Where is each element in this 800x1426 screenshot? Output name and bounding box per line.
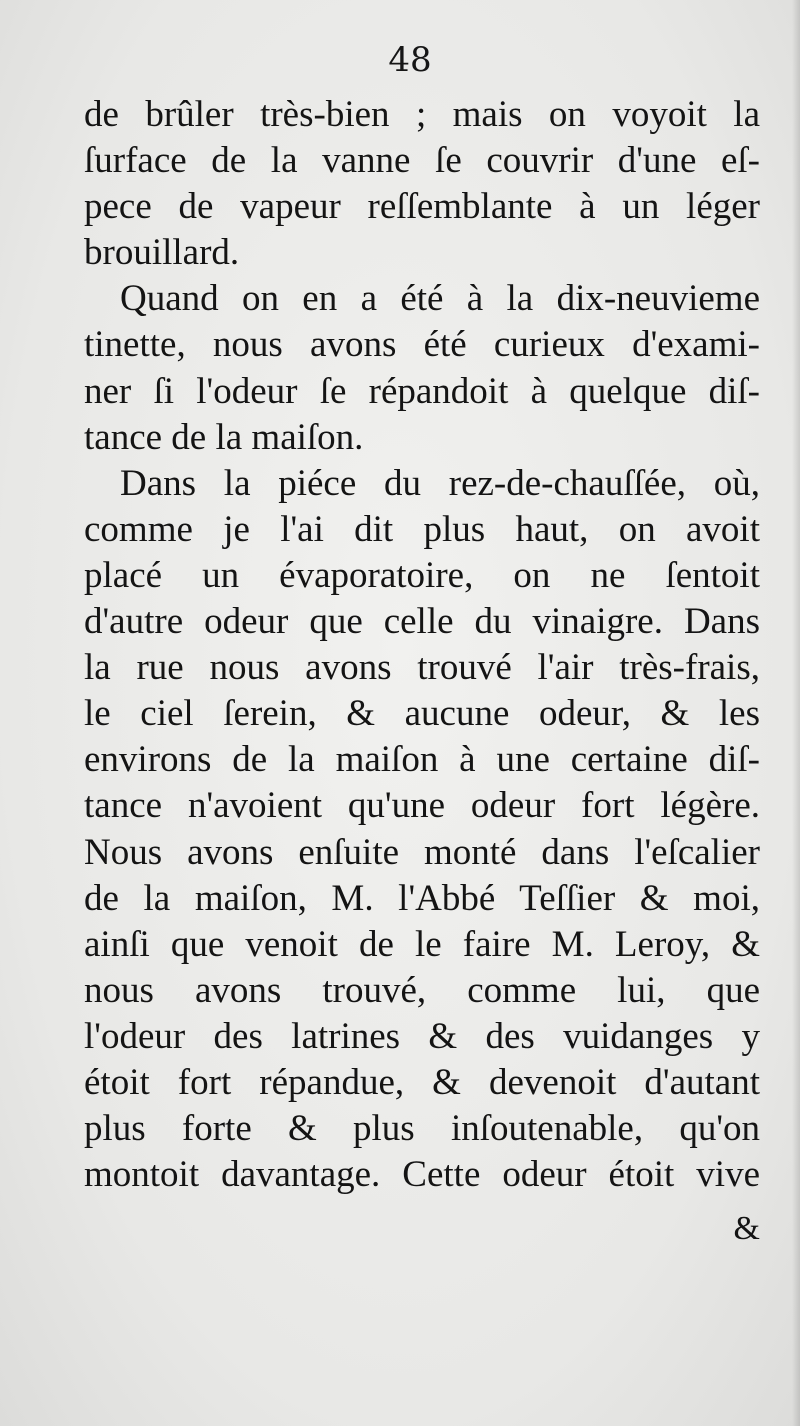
text-line: plus forte & plus inſoutenable, qu'on: [84, 1108, 760, 1150]
text-line: de la maiſon, M. l'Abbé Teſſier & moi,: [84, 877, 760, 919]
body-text: [84, 92, 760, 1198]
text-line: environs de la maiſon à une certaine diſ-: [84, 739, 760, 781]
text-line: Dans la piéce du rez-de-chauſſée, où,: [120, 462, 760, 504]
text-line: l'odeur des latrines & des vuidanges y: [84, 1015, 760, 1057]
text-line: ainſi que venoit de le faire M. Leroy, &: [84, 923, 760, 965]
text-line: la rue nous avons trouvé l'air très-frais,: [84, 647, 760, 689]
text-line: le ciel ſerein, & aucune odeur, & les: [84, 693, 760, 735]
text-line: ſurface de la vanne ſe couvrir d'une eſ-: [84, 140, 760, 182]
text-line: d'autre odeur que celle du vinaigre. Dans: [84, 601, 760, 643]
text-line: placé un évaporatoire, on ne ſentoit: [84, 554, 760, 596]
text-line: tance de la maiſon.: [84, 416, 364, 458]
text-line: étoit fort répandue, & devenoit d'autant: [84, 1061, 760, 1103]
text-line: Quand on en a été à la dix-neuvieme: [120, 278, 760, 320]
text-line: Nous avons enſuite monté dans l'eſcalier: [84, 831, 760, 873]
text-line: de brûler très-bien ; mais on voyoit la: [84, 94, 760, 135]
text-line: montoit davantage. Cette odeur étoit vive: [84, 1154, 760, 1196]
text-line: tinette, nous avons été curieux d'exami-: [84, 324, 760, 366]
catchword: &: [733, 1210, 760, 1247]
text-line: ner ſi l'odeur ſe répandoit à quelque diſ-: [84, 370, 760, 412]
text-line: nous avons trouvé, comme lui, que: [84, 969, 760, 1011]
text-line: tance n'avoient qu'une odeur fort légère.: [84, 785, 760, 827]
page-edge-shadow: [792, 0, 800, 1426]
text-line: brouillard.: [84, 232, 240, 274]
text-line: pece de vapeur reſſemblante à un léger: [84, 186, 760, 228]
text-line: comme je l'ai dit plus haut, on avoit: [84, 508, 760, 550]
page-number: 48: [388, 40, 432, 80]
